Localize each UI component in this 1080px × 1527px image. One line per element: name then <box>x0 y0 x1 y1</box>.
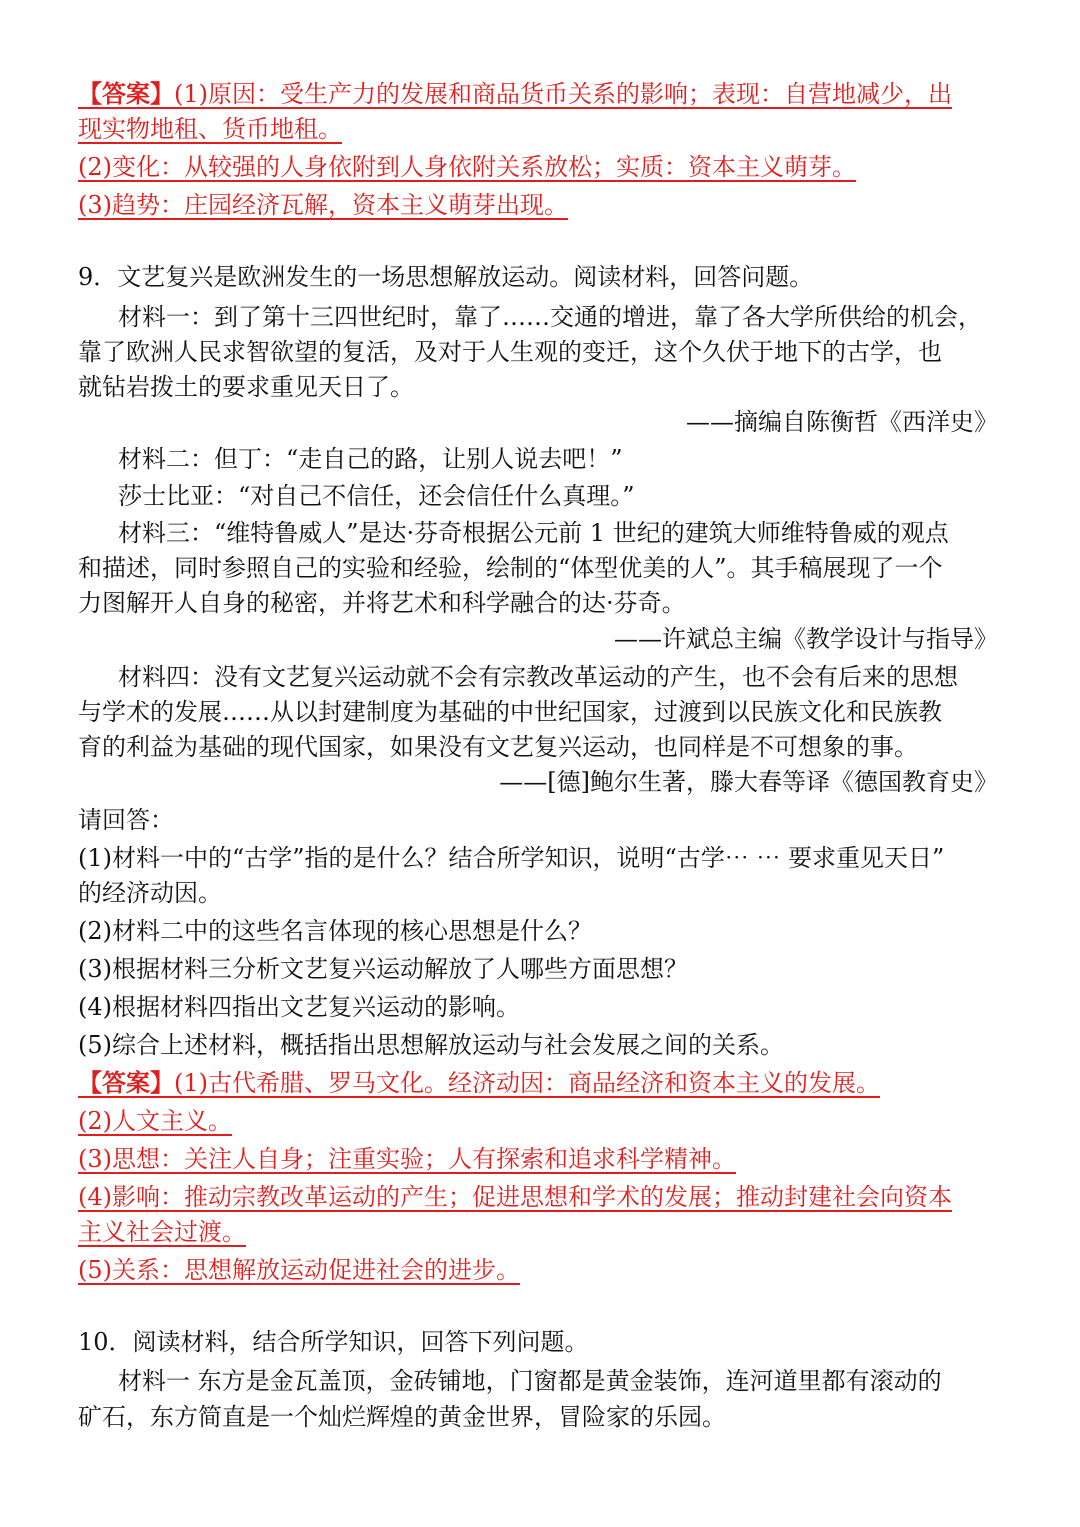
answer9-line4: (4)影响：推动宗教改革运动的产生；促进思想和学术的发展；推动封建社会向资本 <box>78 1183 952 1211</box>
q9-material3-line3: 力图解开人自身的秘密，并将艺术和科学融合的达·芬奇。 <box>78 589 686 617</box>
answer8-line4: (3)趋势：庄园经济瓦解，资本主义萌芽出现。 <box>78 191 568 219</box>
q9-material1-line1: 材料一：到了第十三四世纪时，靠了……交通的增进，靠了各大学所供给的机会， <box>118 303 982 331</box>
q9-question3: (3)根据材料三分析文艺复兴运动解放了人哪些方面思想？ <box>78 955 688 983</box>
q9-material3-line1: 材料三：“维特鲁威人”是达·芬奇根据公元前 1 世纪的建筑大师维特鲁威的观点 <box>118 519 949 547</box>
q9-ask: 请回答： <box>78 806 174 834</box>
q10-material1-line1: 材料一 东方是金瓦盖顶，金砖铺地，门窗都是黄金装饰，连河道里都有滚动的 <box>118 1367 942 1395</box>
q9-material3-source: ——许斌总主编《教学设计与指导》 <box>614 625 998 653</box>
q9-question4: (4)根据材料四指出文艺复兴运动的影响。 <box>78 993 520 1021</box>
answer8-line1-text: (1)原因：受生产力的发展和商品货币关系的影响；表现：自营地减少，出 <box>174 80 952 108</box>
answer-label: 【答案】 <box>78 1068 174 1097</box>
q9-title: 9．文艺复兴是欧洲发生的一场思想解放运动。阅读材料，回答问题。 <box>78 263 814 291</box>
q9-material4-line2: 与学术的发展……从以封建制度为基础的中世纪国家，过渡到以民族文化和民族教 <box>78 698 942 726</box>
answer9-line2: (2)人文主义。 <box>78 1107 232 1135</box>
q9-material2-line1: 材料二：但丁：“走自己的路，让别人说去吧！” <box>118 445 623 473</box>
q9-material4-source: ——[德]鲍尔生著，滕大春等译《德国教育史》 <box>499 768 998 796</box>
answer9-line3: (3)思想：关注人自身；注重实验；人有探索和追求科学精神。 <box>78 1145 736 1173</box>
answer9-line1-text: (1)古代希腊、罗马文化。经济动因：商品经济和资本主义的发展。 <box>174 1069 880 1097</box>
answer9-line1 <box>78 1068 880 1098</box>
q9-material2-line2: 莎士比亚：“对自己不信任，还会信任什么真理。” <box>118 482 635 510</box>
q9-material4-line1: 材料四：没有文艺复兴运动就不会有宗教改革运动的产生，也不会有后来的思想 <box>118 663 958 691</box>
q9-question1-line1: (1)材料一中的“古学”指的是什么？结合所学知识，说明“古学⋯ ⋯ 要求重见天日” <box>78 844 945 872</box>
q9-material1-source: ——摘编自陈衡哲《西洋史》 <box>686 408 998 436</box>
q9-material3-line2: 和描述，同时参照自己的实验和经验，绘制的“体型优美的人”。其手稿展现了一个 <box>78 554 943 582</box>
q10-material1-line2: 矿石，东方简直是一个灿烂辉煌的黄金世界，冒险家的乐园。 <box>78 1403 726 1431</box>
q9-question5: (5)综合上述材料，概括指出思想解放运动与社会发展之间的关系。 <box>78 1031 784 1059</box>
answer8-line3: (2)变化：从较强的人身依附到人身依附关系放松；实质：资本主义萌芽。 <box>78 153 856 181</box>
q9-question2: (2)材料二中的这些名言体现的核心思想是什么？ <box>78 917 592 945</box>
answer9-line5: 主义社会过渡。 <box>78 1218 246 1246</box>
q9-material1-line3: 就钻岩拨土的要求重见天日了。 <box>78 373 414 401</box>
answer-label: 【答案】 <box>78 79 174 108</box>
q9-question1-line2: 的经济动因。 <box>78 879 222 907</box>
q9-material4-line3: 育的利益为基础的现代国家，如果没有文艺复兴运动，也同样是不可想象的事。 <box>78 733 918 761</box>
q9-material1-line2: 靠了欧洲人民求智欲望的复活，及对于人生观的变迁，这个久伏于地下的古学，也 <box>78 338 942 366</box>
answer8-line1 <box>78 79 952 109</box>
q10-title: 10．阅读材料，结合所学知识，回答下列问题。 <box>78 1328 589 1356</box>
answer8-line2: 现实物地租、货币地租。 <box>78 115 342 143</box>
answer9-line6: (5)关系：思想解放运动促进社会的进步。 <box>78 1256 520 1284</box>
